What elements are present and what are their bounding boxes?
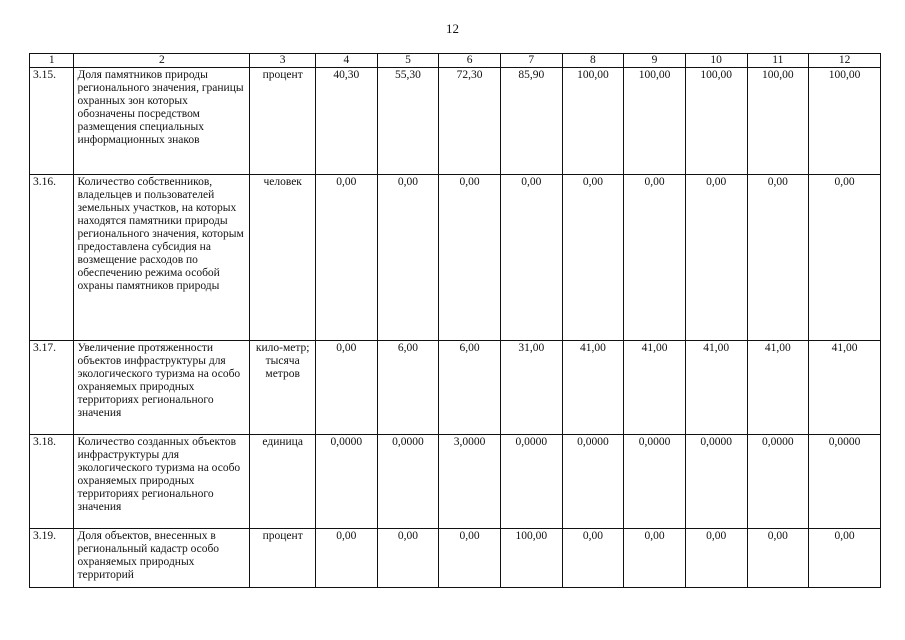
value-cell: 0,0000 [624, 435, 686, 529]
value-cell: 0,0000 [562, 435, 624, 529]
row-number: 3.15. [30, 68, 74, 175]
value-cell: 100,00 [685, 68, 747, 175]
column-header: 9 [624, 54, 686, 68]
value-cell: 72,30 [439, 68, 501, 175]
value-cell: 3,0000 [439, 435, 501, 529]
value-cell: 40,30 [316, 68, 378, 175]
column-header: 11 [747, 54, 809, 68]
value-cell: 0,00 [439, 529, 501, 588]
value-cell: 0,00 [685, 175, 747, 341]
value-cell: 41,00 [685, 341, 747, 435]
value-cell: 0,00 [624, 175, 686, 341]
column-header: 5 [377, 54, 439, 68]
page-number: 12 [446, 21, 459, 36]
value-cell: 0,00 [747, 529, 809, 588]
value-cell: 0,00 [316, 529, 378, 588]
unit-cell: единица [250, 435, 316, 529]
column-header: 4 [316, 54, 378, 68]
value-cell: 0,00 [562, 175, 624, 341]
value-cell: 0,00 [685, 529, 747, 588]
value-cell: 0,00 [377, 529, 439, 588]
value-cell: 41,00 [809, 341, 881, 435]
value-cell: 41,00 [747, 341, 809, 435]
indicators-table [29, 53, 881, 588]
value-cell: 0,00 [377, 175, 439, 341]
value-cell: 0,0000 [377, 435, 439, 529]
value-cell: 41,00 [562, 341, 624, 435]
row-number: 3.16. [30, 175, 74, 341]
value-cell: 100,00 [562, 68, 624, 175]
value-cell: 0,00 [500, 175, 562, 341]
value-cell: 6,00 [377, 341, 439, 435]
column-header: 1 [30, 54, 74, 68]
value-cell: 0,00 [747, 175, 809, 341]
table-row [30, 175, 881, 341]
value-cell: 6,00 [439, 341, 501, 435]
value-cell: 85,90 [500, 68, 562, 175]
indicator-name: Доля памятников природы регионального значения, границы охранных зон которых обозначены посредством размещения специальных информационных знаков [74, 68, 250, 175]
unit-cell: кило-метр; тысяча метров [250, 341, 316, 435]
indicator-name: Количество созданных объектов инфраструктуры для экологического туризма на особо охраняемых природных территориях регионального значения [74, 435, 250, 529]
table-row [30, 435, 881, 529]
value-cell: 31,00 [500, 341, 562, 435]
column-header: 6 [439, 54, 501, 68]
value-cell: 0,00 [316, 341, 378, 435]
column-header: 2 [74, 54, 250, 68]
value-cell: 0,0000 [747, 435, 809, 529]
value-cell: 0,0000 [809, 435, 881, 529]
column-header: 3 [250, 54, 316, 68]
value-cell: 100,00 [624, 68, 686, 175]
row-number: 3.19. [30, 529, 74, 588]
row-number: 3.18. [30, 435, 74, 529]
value-cell: 0,00 [439, 175, 501, 341]
value-cell: 41,00 [624, 341, 686, 435]
column-header: 7 [500, 54, 562, 68]
value-cell: 0,00 [809, 529, 881, 588]
unit-cell: процент [250, 529, 316, 588]
value-cell: 55,30 [377, 68, 439, 175]
value-cell: 0,00 [316, 175, 378, 341]
indicator-name: Доля объектов, внесенных в региональный кадастр особо охраняемых природных территорий [74, 529, 250, 588]
column-header: 12 [809, 54, 881, 68]
value-cell: 0,0000 [685, 435, 747, 529]
column-header: 8 [562, 54, 624, 68]
value-cell: 0,0000 [500, 435, 562, 529]
header-row [30, 54, 881, 68]
indicator-name: Увеличение протяженности объектов инфраструктуры для экологического туризма на особо охраняемых природных территориях регионального значения [74, 341, 250, 435]
unit-cell: процент [250, 68, 316, 175]
value-cell: 100,00 [809, 68, 881, 175]
value-cell: 0,00 [624, 529, 686, 588]
row-number: 3.17. [30, 341, 74, 435]
value-cell: 0,00 [562, 529, 624, 588]
unit-cell: человек [250, 175, 316, 341]
table-row [30, 341, 881, 435]
table-row [30, 529, 881, 588]
value-cell: 0,0000 [316, 435, 378, 529]
indicator-name: Количество собственников, владельцев и пользователей земельных участков, на которых находятся памятники природы регионального значения, которым предоставлена субсидия на возмещение расходов по обеспечению режима особой охраны памятников природы [74, 175, 250, 341]
value-cell: 100,00 [500, 529, 562, 588]
column-header: 10 [685, 54, 747, 68]
value-cell: 100,00 [747, 68, 809, 175]
value-cell: 0,00 [809, 175, 881, 341]
table-row [30, 68, 881, 175]
